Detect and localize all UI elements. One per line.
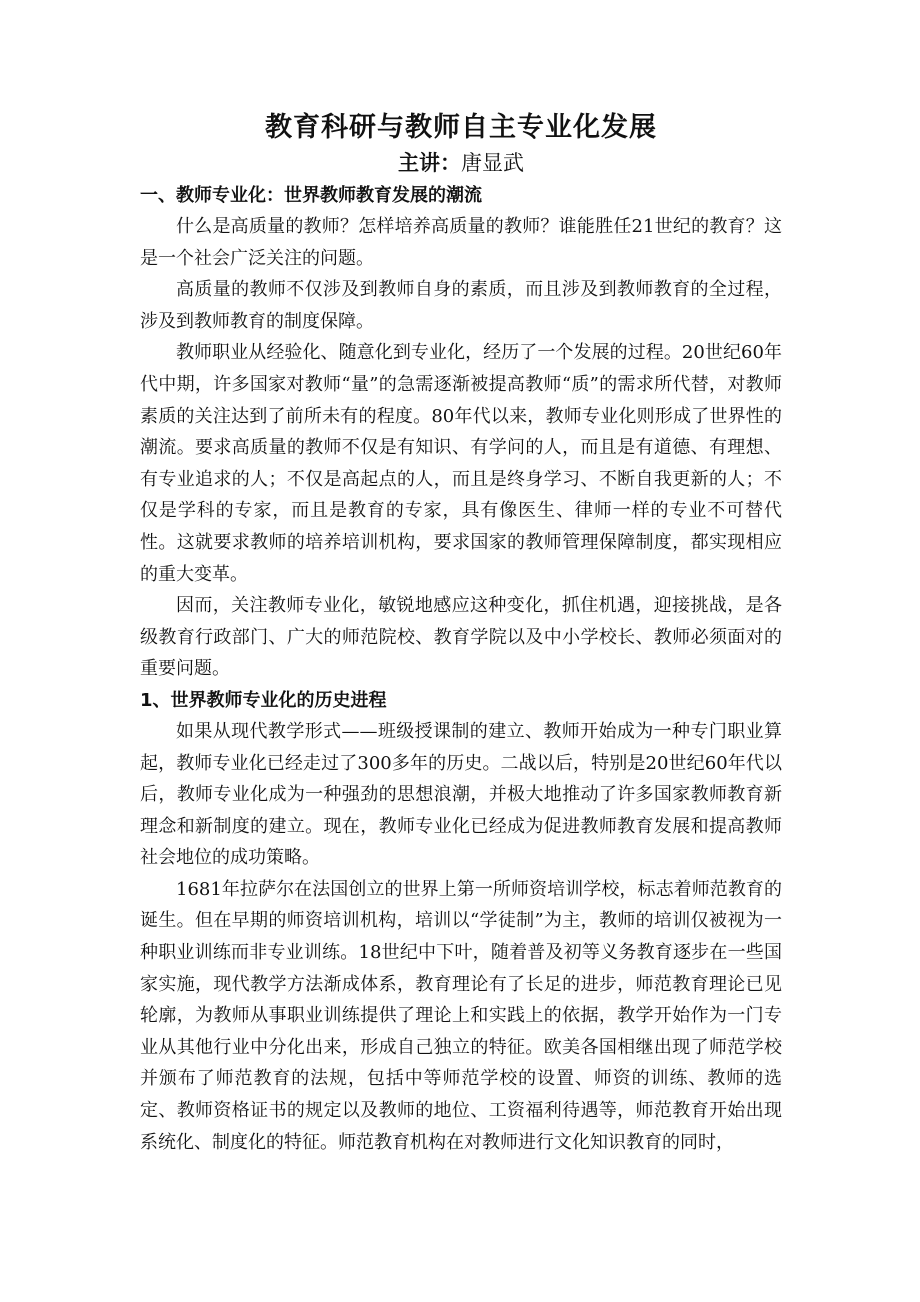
speaker-label: 主讲：: [398, 151, 461, 175]
subsection-heading: 1、世界教师专业化的历史进程: [140, 689, 387, 711]
speaker-name: 唐显武: [461, 151, 524, 175]
paragraph: 高质量的教师不仅涉及到教师自身的素质，而且涉及到教师教育的全过程，涉及到教师教育的制度保障。: [140, 279, 782, 332]
speaker-line: [140, 148, 782, 178]
paragraph: 什么是高质量的教师？怎样培养高质量的教师？谁能胜任21世纪的教育？这是一个社会广泛关注的问题。: [140, 216, 782, 269]
paragraph: 1681年拉萨尔在法国创立的世界上第一所师资培训学校，标志着师范教育的诞生。但在早期的师资培训机构，培训以“学徒制”为主，教师的培训仅被视为一种职业训练而非专业训练。18世纪中下叶，随着普及初等义务教育逐步在一些国家实施，现代教学方法渐成体系，教育理论有了长足的进步，师范教育理论已见轮廓，为教师从事职业训练提供了理论上和实践上的依据，教学开始作为一门专业从其他行业中分化出来，形成自己独立的特征。欧美各国相继出现了师范学校并颁布了师范教育的法规，包括中等师范学校的设置、师资的训练、教师的选定、教师资格证书的规定以及教师的地位、工资福利待遇等，师范教育开始出现系统化、制度化的特征。师范教育机构在对教师进行文化知识教育的同时，: [140, 878, 782, 1153]
paragraph: 如果从现代教学形式——班级授课制的建立、教师开始成为一种专门职业算起，教师专业化已经走过了300多年的历史。二战以后，特别是20世纪60年代以后，教师专业化成为一种强劲的思想浪潮，并极大地推动了许多国家教师教育新理念和新制度的建立。现在，教师专业化已经成为促进教师教育发展和提高教师社会地位的成功策略。: [140, 720, 782, 869]
document-title: 教育科研与教师自主专业化发展: [265, 112, 657, 143]
document-page: [140, 108, 782, 1158]
paragraph: 因而，关注教师专业化，敏锐地感应这种变化，抓住机遇，迎接挑战，是各级教育行政部门、广大的师范院校、教育学院以及中小学校长、教师必须面对的重要问题。: [140, 595, 782, 680]
paragraph: 教师职业从经验化、随意化到专业化，经历了一个发展的过程。20世纪60年代中期，许多国家对教师“量”的急需逐渐被提高教师“质”的需求所代替，对教师素质的关注达到了前所未有的程度。80年代以来，教师专业化则形成了世界性的潮流。要求高质量的教师不仅是有知识、有学问的人，而且是有道德、有理想、有专业追求的人；不仅是高起点的人，而且是终身学习、不断自我更新的人；不仅是学科的专家，而且是教育的专家，具有像医生、律师一样的专业不可替代性。这就要求教师的培养培训机构，要求国家的教师管理保障制度，都实现相应的重大变革。: [140, 342, 782, 585]
section-heading: 一、教师专业化：世界教师教育发展的潮流: [140, 185, 482, 206]
